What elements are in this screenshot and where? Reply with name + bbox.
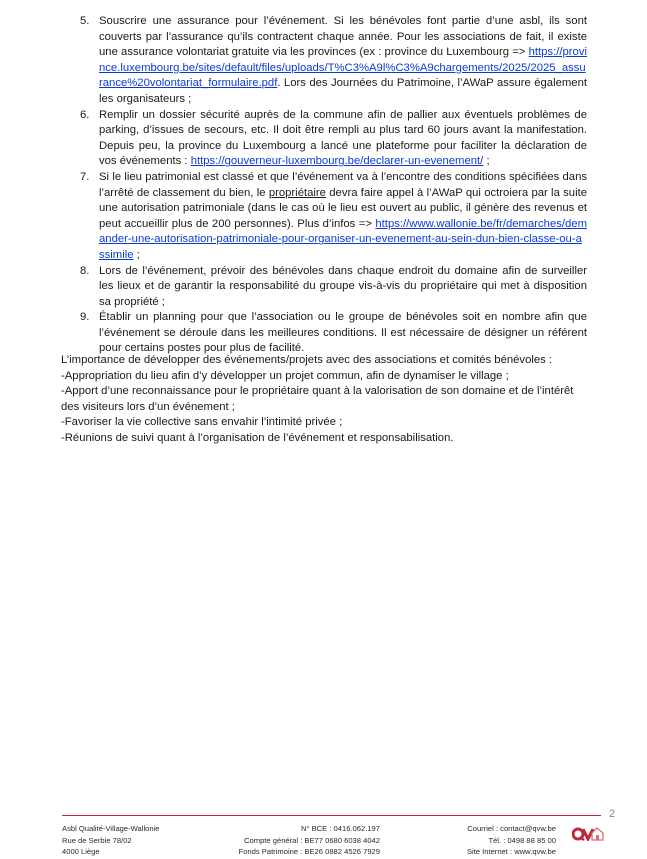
street-address: Rue de Serbie 78/02 bbox=[62, 835, 132, 845]
closing-point: -Apport d’une reconnaissance pour le propriétaire quant à la valorisation de son domaine et de l’intérêt des visiteurs lors d’un événement ; bbox=[61, 385, 574, 413]
numbered-list bbox=[62, 14, 587, 357]
list-text: Établir un planning pour que l’association ou le groupe de bénévoles soit en nombre afin que l’événement se déroule dans les meilleures conditions. Il est nécessaire de désigner un référent pour certains postes pour plus de facilité. bbox=[99, 311, 587, 355]
email: Courriel : contact@qvw.be bbox=[467, 824, 556, 833]
list-text: ; bbox=[483, 155, 490, 168]
list-item-8 bbox=[62, 264, 587, 311]
phone: Tél. : 0498 88 85 00 bbox=[488, 835, 556, 845]
list-text: ; bbox=[133, 248, 140, 261]
list-number: 5. bbox=[80, 15, 90, 27]
declare-event-link[interactable]: https://gouverneur-luxembourg.be/declarer-un-evenement/ bbox=[190, 155, 484, 168]
closing-point: -Réunions de suivi quant à l’organisation de l’événement et responsabilisation. bbox=[61, 431, 454, 444]
insurance-form-link[interactable]: https://province.luxembourg.be/sites/default/files/uploads/T%C3%A9l%C3%A9chargements/2025/2025_assurance%20volontariat_formulaire.pdf bbox=[99, 46, 587, 90]
closing-point: -Favoriser la vie collective sans envahir l’intimité privée ; bbox=[61, 416, 343, 429]
list-text: devra faire appel à l’AWaP qui octroiera par la suite une autorisation patrimoniale (dans le cas où le lieu est ouvert au public, il génère des revenus et peut accueillir plus de 200 personnes). Plus d’infos => bbox=[99, 186, 587, 230]
list-number: 6. bbox=[80, 108, 90, 121]
list-item-9 bbox=[62, 310, 587, 357]
city: 4000 Liège bbox=[62, 847, 100, 856]
list-item-7 bbox=[62, 170, 587, 264]
footer-banking bbox=[230, 823, 380, 858]
footer-address bbox=[62, 823, 160, 858]
underlined-term: propriétaire bbox=[268, 186, 326, 199]
closing-point: -Appropriation du lieu afin d’y développer un projet commun, afin de dynamiser le village ; bbox=[61, 369, 509, 382]
closing-intro: L’importance de développer des événements/projets avec des associations et comités bénévoles : bbox=[61, 354, 553, 366]
list-number: 7. bbox=[80, 170, 90, 183]
list-text: Remplir un dossier sécurité auprès de la commune afin de pallier aux éventuels problèmes de parking, d’issues de secours, etc. Il doit être rempli au plus tard 60 jours avant la manifestation. Depuis peu, la province du Luxembourg a lancé une plateforme pour faciliter la déclaration de vos événements : bbox=[99, 108, 587, 168]
list-text: Souscrire une assurance pour l’événement. Si les bénévoles font partie d’une asbl, ils sont couverts par l’assurance qu’ils contractent chaque année. Pour les associations de fait, il existe une assurance volontariat gratuite via les provinces (ex : province du Luxembourg => bbox=[99, 15, 587, 59]
bce-number: N° BCE : 0416.062.197 bbox=[300, 824, 380, 833]
list-text: Lors de l’événement, prévoir des bénévoles dans chaque endroit du domaine afin de surveiller les lieux et de garantir la responsabilité du groupe vis-à-vis du propriétaire qui met à disposition sa propriété ; bbox=[99, 264, 587, 308]
footer-contact bbox=[430, 823, 556, 858]
heritage-fund-account: Fonds Patrimoine : BE26 0882 4526 7929 bbox=[238, 847, 380, 856]
list-item-6 bbox=[62, 108, 587, 170]
heritage-authorization-link[interactable]: https://www.wallonie.be/fr/demarches/demander-une-autorisation-patrimoniale-pour-organiser-un-evenement-au-sein-dun-bien-classe-ou-assimile bbox=[99, 217, 587, 261]
list-text: . Lors des Journées du Patrimoine, l’AWaP assure également les organisateurs ; bbox=[99, 77, 587, 105]
general-account: Compte général : BE77 0680 6038 4042 bbox=[244, 835, 380, 845]
list-number: 8. bbox=[80, 264, 90, 277]
page-number: 2 bbox=[609, 808, 616, 820]
qvw-logo-icon bbox=[572, 825, 604, 841]
list-item-5 bbox=[62, 14, 587, 108]
closing-section bbox=[61, 353, 591, 447]
list-number: 9. bbox=[80, 311, 90, 324]
org-name: Asbl Qualité-Village-Wallonie bbox=[62, 824, 160, 833]
list-text: Si le lieu patrimonial est classé et que l’événement va à l’encontre des conditions spécifiées dans l’arrêté de classement du bien, le bbox=[99, 170, 587, 199]
website: Site Internet : www.qvw.be bbox=[466, 847, 556, 856]
footer-divider bbox=[62, 815, 601, 816]
